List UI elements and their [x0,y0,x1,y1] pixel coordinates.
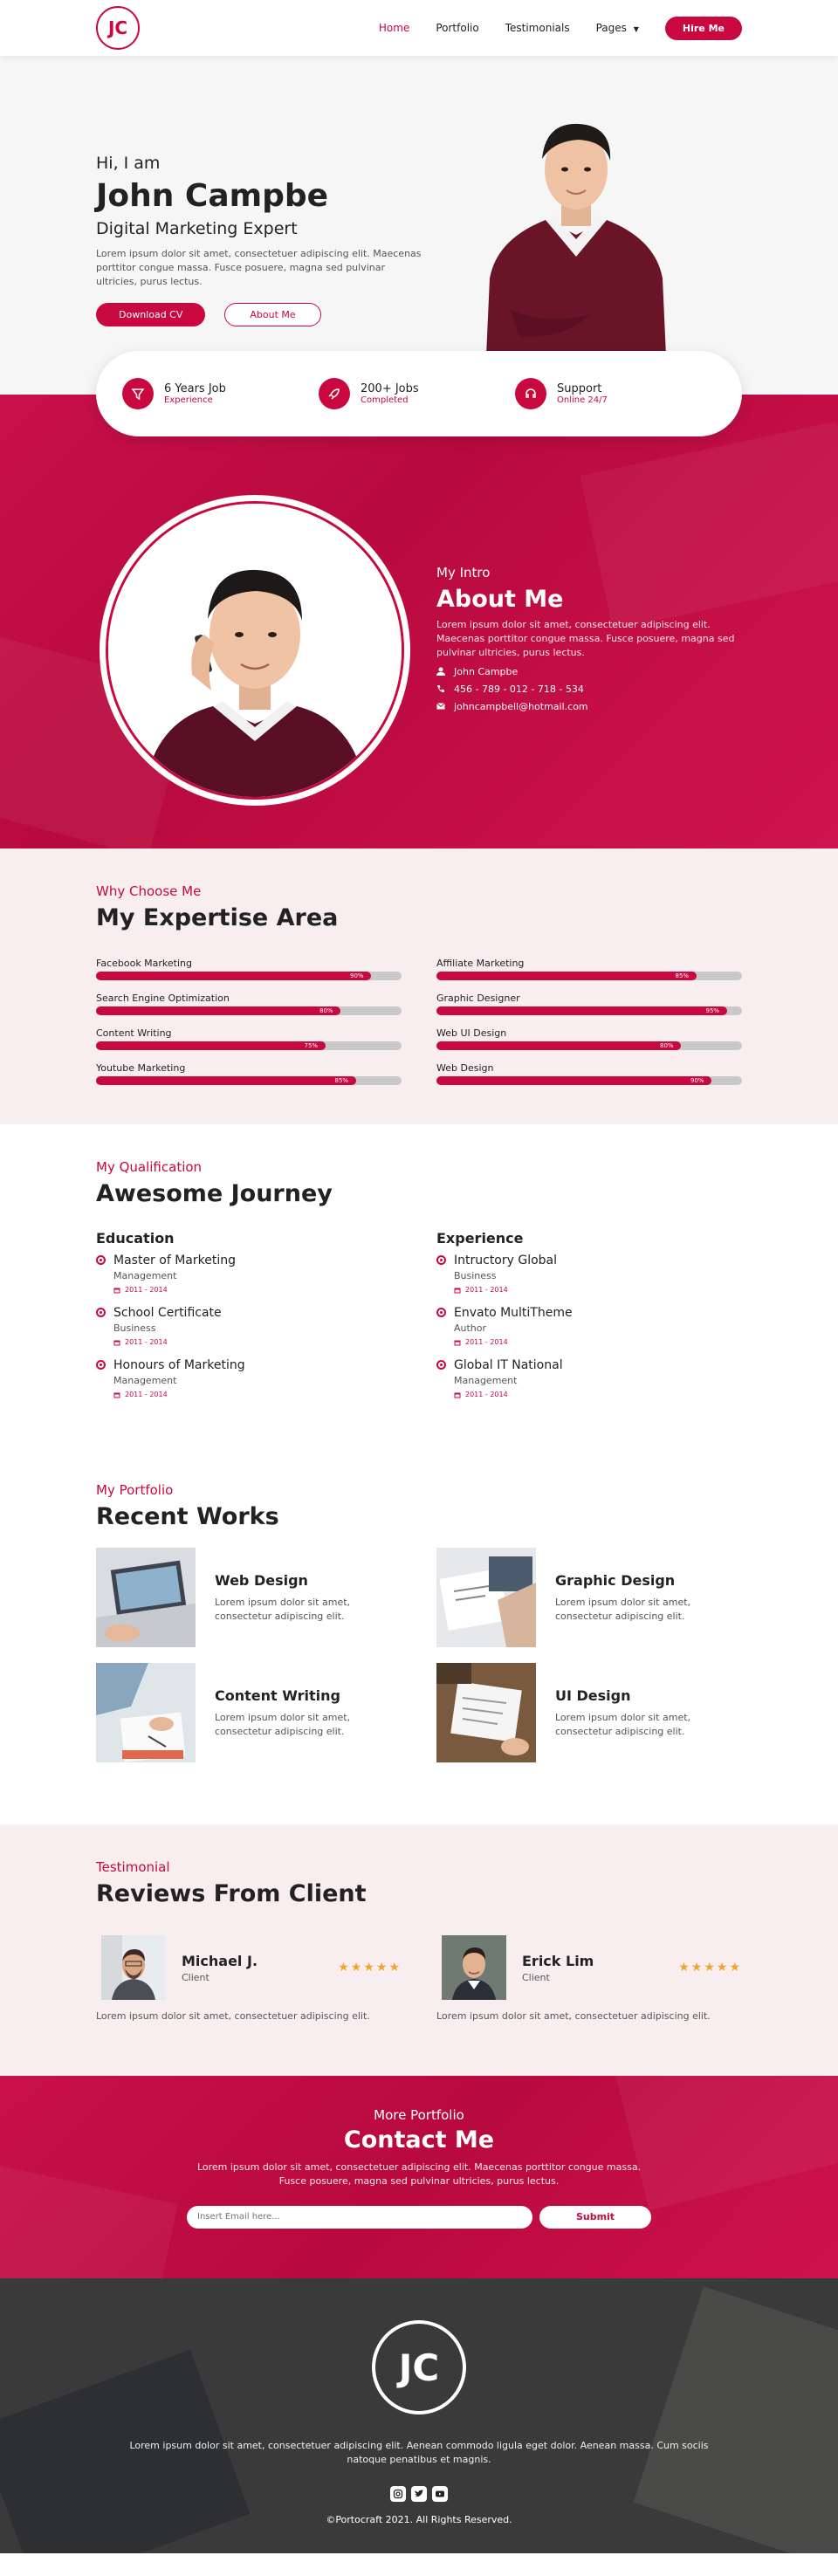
journey-item-title: School Certificate [113,1306,222,1320]
about-me-button[interactable]: About Me [224,303,320,326]
footer-text: Lorem ipsum dolor sit amet, consectetuer adipiscing elit. Aenean commodo ligula eget dolor. Aenean massa. Cum sociis natoque penatibus et magnis. [129,2440,709,2465]
stat-title: 200+ Jobs [361,382,419,395]
navbar [0,0,838,56]
about-portrait-image [108,504,402,797]
skill-name: Graphic Designer [436,993,520,1004]
journey-title: Awesome Journey [96,1180,333,1207]
journey-item-subtitle: Business [454,1270,497,1281]
review-card [96,1935,436,2022]
skill-percent: 80% [660,1042,674,1049]
skill-progress-bar [436,1041,742,1050]
skill-progress-bar [96,1041,402,1050]
skill-progress-bar [96,1076,402,1085]
journey-item-title: Global IT National [454,1358,563,1372]
skill-progress-fill [436,972,697,980]
hero-name: John Campbe [96,178,329,214]
timeline-dot-icon [436,1255,446,1265]
timeline-dot-icon [96,1360,106,1370]
stat-subtitle: Online 24/7 [557,395,608,405]
contact-description: Lorem ipsum dolor sit amet, consectetuer adipiscing elit. Maecenas porttitor congue massa. Fusce posuere, magna sed pulvinar ultricies, purus lectus. [196,2161,642,2187]
about-description: Lorem ipsum dolor sit amet, consectetuer adipiscing elit. Maecenas porttitor congue massa. Fusce posuere, magna sed pulvinar ultricies, purus lectus. [436,619,735,658]
nav-testimonials[interactable]: Testimonials [505,22,570,34]
work-item-ui-design[interactable] [436,1663,742,1762]
skill-percent: 90% [350,972,364,979]
journey-date-text: 2011 - 2014 [125,1391,168,1398]
skills-grid [96,958,742,1085]
work-item-content-writing[interactable] [96,1663,436,1762]
journey-item-date [454,1338,742,1346]
star-rating: ★★★★★ [338,1961,402,1975]
skill-item [96,958,402,980]
journey-date-text: 2011 - 2014 [125,1338,168,1346]
nav-pages-label: Pages [595,22,627,34]
journey-date-text: 2011 - 2014 [465,1391,508,1398]
stat-title: 6 Years Job [164,382,226,395]
hero-greeting: Hi, I am [96,154,161,173]
submit-button[interactable]: Submit [539,2206,651,2229]
skill-progress-fill [96,1041,326,1050]
contact-kicker: More Portfolio [374,2107,464,2123]
journey-item-title: Intructory Global [454,1254,558,1267]
skill-percent: 85% [675,972,690,979]
skill-percent: 95% [705,1007,720,1014]
about-phone[interactable]: 456 - 789 - 012 - 718 - 534 [454,683,584,695]
about-email-line [436,701,742,712]
timeline-dot-icon [96,1255,106,1265]
timeline-dot-icon [436,1360,446,1370]
about-name: John Campbe [454,665,519,677]
work-description: Lorem ipsum dolor sit amet, consectetur adipiscing elit. [555,1711,691,1737]
copyright: ©Portocraft 2021. All Rights Reserved. [326,2513,512,2525]
education-column [96,1230,436,1411]
logo[interactable]: JC [96,6,140,50]
work-thumbnail [96,1663,196,1762]
skill-percent: 85% [334,1077,349,1084]
skill-item [436,958,742,980]
calendar-icon [454,1391,461,1398]
journey-item-date [113,1286,436,1294]
journey-item [96,1254,436,1294]
skill-name: Youtube Marketing [96,1062,186,1074]
work-item-graphic-design[interactable] [436,1548,742,1647]
stat-subtitle: Experience [164,395,213,405]
skill-progress-fill [436,1006,727,1015]
work-title: Graphic Design [555,1571,676,1589]
skill-item [436,993,742,1015]
stat-support [515,378,711,409]
about-name-line [436,666,742,677]
journey-item [436,1358,742,1398]
skill-progress-fill [96,972,371,980]
journey-section [0,1124,838,1446]
hero-section [0,56,838,405]
reviewer-name: Erick Lim [522,1952,594,1969]
journey-item [436,1306,742,1346]
work-item-web-design[interactable] [96,1548,436,1647]
journey-item-subtitle: Management [113,1375,177,1386]
journey-item [96,1306,436,1346]
contact-section [0,2076,838,2278]
social-links [0,2486,838,2502]
portfolio-section [0,1446,838,1824]
skill-progress-bar [436,1006,742,1015]
chevron-down-icon: ▼ [633,25,639,33]
expertise-section [0,848,838,1124]
rocket-icon [319,378,350,409]
timeline-dot-icon [436,1308,446,1317]
education-title: Education [96,1230,175,1247]
skill-progress-bar [96,1006,402,1015]
stat-title: Support [557,382,602,395]
journey-item-subtitle: Business [113,1322,156,1334]
reviewer-role: Client [182,1971,210,1983]
hero-role: Digital Marketing Expert [96,219,298,238]
about-photo-frame [100,495,410,806]
skill-progress-bar [436,972,742,980]
reviews-section [0,1824,838,2076]
skill-item [436,1062,742,1085]
footer-logo[interactable]: JC [372,2320,466,2415]
reviews-kicker: Testimonial [96,1859,170,1875]
nav-pages[interactable] [596,22,639,34]
download-cv-button[interactable]: Download CV [96,303,205,326]
journey-date-text: 2011 - 2014 [125,1286,168,1294]
skill-item [96,1027,402,1050]
journey-item-date [113,1338,436,1346]
calendar-icon [113,1391,120,1398]
about-title: About Me [436,586,564,613]
skill-percent: 75% [304,1042,319,1049]
journey-kicker: My Qualification [96,1159,203,1175]
headset-icon [515,378,546,409]
hire-me-button[interactable]: Hire Me [665,17,742,40]
filter-icon [122,378,154,409]
journey-item-date [454,1391,742,1398]
avatar [101,1935,166,2000]
work-description: Lorem ipsum dolor sit amet, consectetur adipiscing elit. [215,1711,351,1737]
work-thumbnail [96,1548,196,1647]
stat-subtitle: Completed [361,395,409,405]
journey-item-subtitle: Management [113,1270,177,1281]
journey-date-text: 2011 - 2014 [465,1338,508,1346]
work-thumbnail [436,1548,536,1647]
nav-portfolio[interactable]: Portfolio [436,22,479,34]
skill-item [96,1062,402,1085]
journey-item-date [454,1286,742,1294]
twitter-icon[interactable] [411,2486,427,2502]
stat-experience [122,378,319,409]
skill-progress-bar [436,1076,742,1085]
journey-item-title: Master of Marketing [113,1254,236,1267]
skill-percent: 80% [319,1007,333,1014]
about-text [436,565,742,712]
skill-progress-fill [96,1006,340,1015]
envelope-icon [436,702,445,711]
skill-name: Affiliate Marketing [436,958,525,969]
skill-percent: 90% [690,1077,704,1084]
skill-item [96,993,402,1015]
calendar-icon [113,1339,120,1346]
youtube-icon[interactable] [432,2486,448,2502]
review-card [436,1935,742,2022]
star-rating: ★★★★★ [678,1961,742,1975]
nav-home[interactable]: Home [378,22,410,34]
work-title: Content Writing [215,1686,340,1704]
journey-item-date [113,1391,436,1398]
journey-date-text: 2011 - 2014 [465,1286,508,1294]
hero-description: Lorem ipsum dolor sit amet, consectetuer adipiscing elit. Maecenas porttitor congue massa. Fusce posuere, magna sed pulvinar ultricies, purus lectus. [96,248,422,287]
portfolio-kicker: My Portfolio [96,1482,174,1498]
review-text: Lorem ipsum dolor sit amet, consectetuer adipiscing elit. [436,2010,711,2022]
journey-item [96,1358,436,1398]
work-description: Lorem ipsum dolor sit amet, consectetur adipiscing elit. [555,1596,691,1622]
calendar-icon [454,1339,461,1346]
work-title: Web Design [215,1571,308,1589]
skill-progress-bar [96,972,402,980]
journey-item-title: Envato MultiTheme [454,1306,573,1320]
journey-item-title: Honours of Marketing [113,1358,245,1372]
calendar-icon [113,1287,120,1294]
work-thumbnail [436,1663,536,1762]
stats-bar [96,351,742,436]
experience-title: Experience [436,1230,524,1247]
about-email[interactable]: johncampbell@hotmail.com [454,700,588,712]
email-input[interactable] [187,2206,532,2229]
about-phone-line [436,683,742,695]
contact-title: Contact Me [343,2126,495,2154]
reviewer-role: Client [522,1971,550,1983]
expertise-kicker: Why Choose Me [96,883,202,899]
portfolio-title: Recent Works [96,1503,279,1530]
footer [0,2278,838,2553]
reviews-title: Reviews From Client [96,1880,367,1907]
avatar [442,1935,506,2000]
main-menu [379,17,742,40]
about-kicker: My Intro [436,565,491,580]
skill-progress-fill [436,1076,711,1085]
expertise-title: My Expertise Area [96,904,339,931]
skill-name: Facebook Marketing [96,958,193,969]
skill-name: Search Engine Optimization [96,993,230,1004]
review-text: Lorem ipsum dolor sit amet, consectetuer adipiscing elit. [96,2010,370,2022]
work-description: Lorem ipsum dolor sit amet, consectetur adipiscing elit. [215,1596,351,1622]
about-section [0,395,838,848]
journey-item [436,1254,742,1294]
stat-jobs [319,378,515,409]
skill-item [436,1027,742,1050]
subscribe-form [0,2206,838,2229]
skill-name: Web UI Design [436,1027,507,1039]
timeline-dot-icon [96,1308,106,1317]
skill-name: Content Writing [96,1027,172,1039]
skill-progress-fill [96,1076,356,1085]
instagram-icon[interactable] [390,2486,406,2502]
journey-item-subtitle: Management [454,1375,518,1386]
user-icon [436,667,445,676]
reviewer-name: Michael J. [182,1952,258,1969]
journey-item-subtitle: Author [454,1322,487,1334]
phone-icon [436,684,445,693]
work-title: UI Design [555,1686,631,1704]
skill-name: Web Design [436,1062,494,1074]
calendar-icon [454,1287,461,1294]
experience-column [436,1230,742,1411]
skill-progress-fill [436,1041,681,1050]
